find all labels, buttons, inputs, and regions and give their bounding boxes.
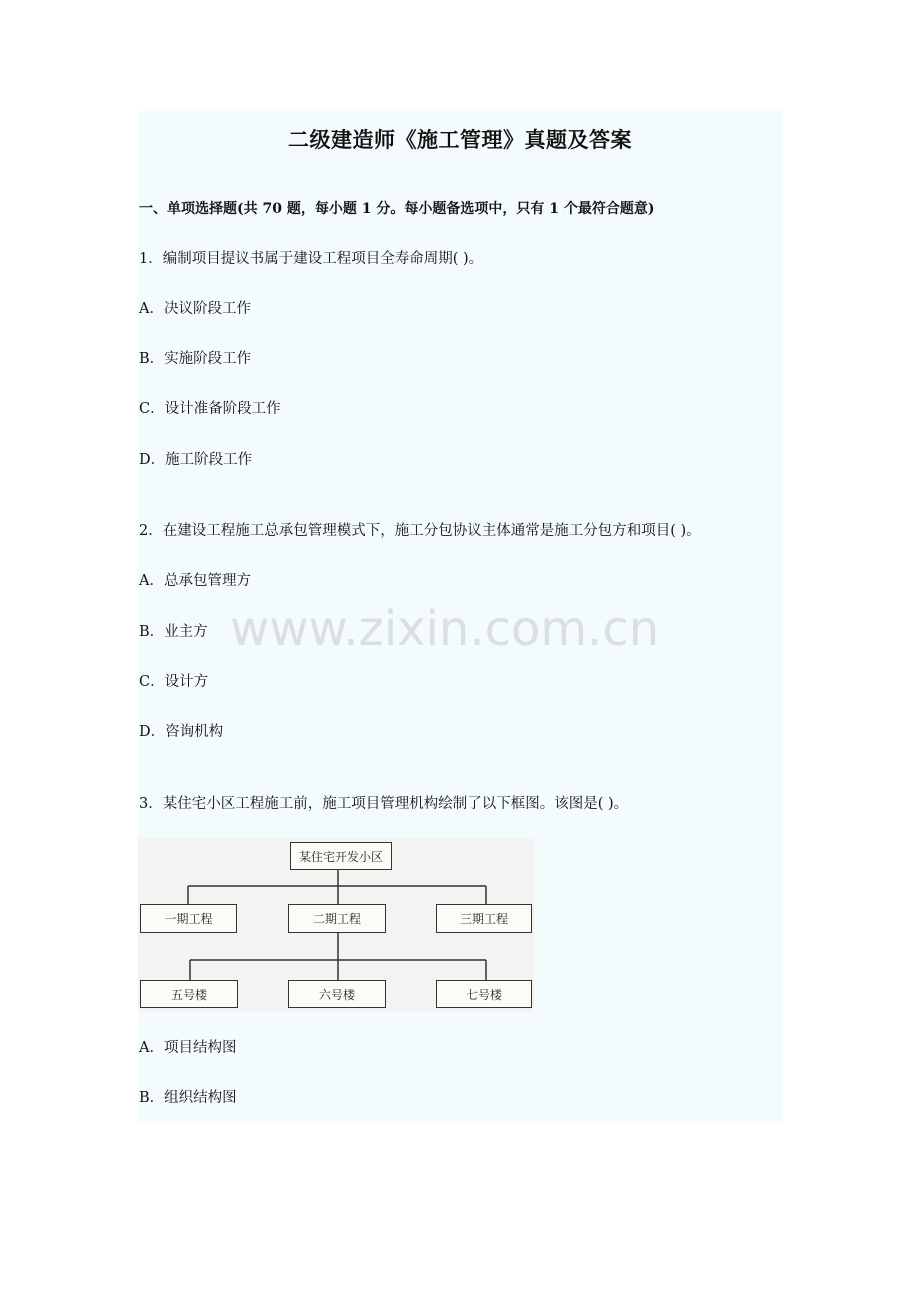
- question-1-option-b: B．实施阶段工作: [139, 351, 252, 367]
- diagram-node-phase-3: 三期工程: [436, 904, 532, 933]
- diagram-node-building-6: 六号楼: [288, 980, 386, 1008]
- question-3-option-a: A．项目结构图: [139, 1040, 237, 1056]
- question-1-stem: 1．编制项目提议书属于建设工程项目全寿命周期( )。: [139, 251, 484, 267]
- question-3-option-b: B．组织结构图: [139, 1090, 237, 1106]
- diagram-node-phase-1: 一期工程: [140, 904, 237, 933]
- question-2-option-c: C．设计方: [139, 674, 209, 690]
- question-2-option-d: D．咨询机构: [139, 724, 224, 740]
- watermark: www.zixin.com.cn: [230, 601, 660, 657]
- section-heading: 一、单项选择题(共 70 题，每小题 1 分。每小题备选项中，只有 1 个最符合题意): [139, 201, 655, 217]
- diagram-node-building-5: 五号楼: [140, 980, 238, 1008]
- question-1-option-a: A．决议阶段工作: [139, 301, 251, 317]
- diagram-node-phase-2: 二期工程: [288, 904, 386, 933]
- question-2-option-a: A．总承包管理方: [139, 573, 251, 589]
- question-2-option-b: B．业主方: [139, 624, 208, 640]
- project-structure-diagram: [138, 838, 534, 1012]
- question-1-option-c: C．设计准备阶段工作: [139, 401, 281, 417]
- diagram-root-node: 某住宅开发小区: [290, 842, 392, 870]
- question-3-stem: 3．某住宅小区工程施工前，施工项目管理机构绘制了以下框图。该图是( )。: [139, 796, 629, 812]
- document-title: 二级建造师《施工管理》真题及答案: [288, 127, 632, 152]
- diagram-node-building-7: 七号楼: [436, 980, 532, 1008]
- question-1-option-d: D．施工阶段工作: [139, 452, 253, 468]
- question-2-stem: 2．在建设工程施工总承包管理模式下，施工分包协议主体通常是施工分包方和项目( )。: [139, 523, 701, 539]
